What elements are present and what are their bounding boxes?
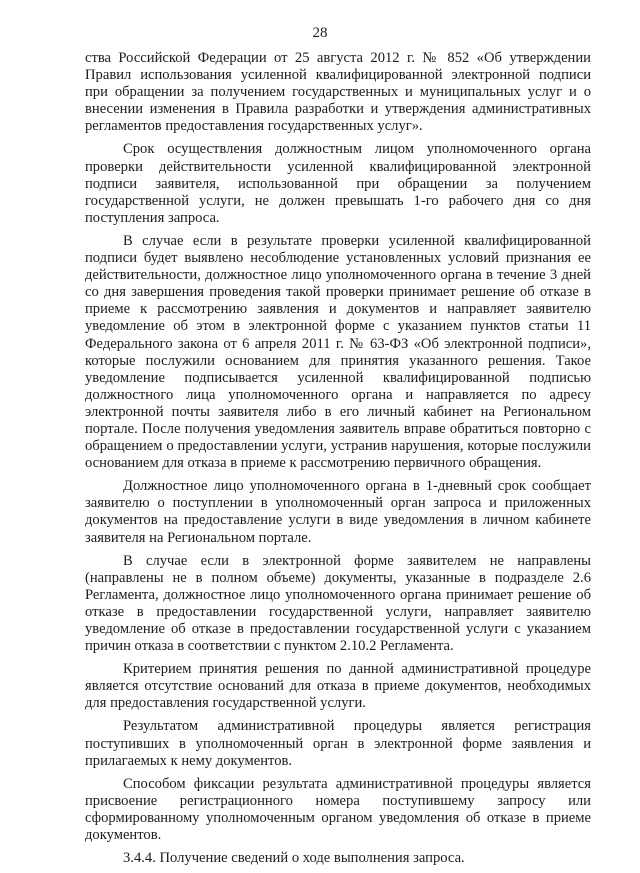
page-number: 28 bbox=[312, 25, 328, 41]
paragraph-notification: Должностное лицо уполномоченного органа в 1-дневный срок сообщает заявителю о поступлении в уполномоченный орган запроса и приложенных документов на предоставление услуги в виде уведомления в личном кабинете заявителя на Региональном портале. bbox=[85, 478, 591, 546]
paragraph-missing-documents: В случае если в электронной форме заявителем не направлены (направлены не в полном объеме) документы, указанные в подразделе 2.6 Регламента, должностное лицо уполномоченного органа принимает решение об отказе в предоставлении государственной услуги, направляет заявителю уведомление об отказе в предоставлении государственной услуги с указанием причин отказа в соответствии с пунктом 2.10.2 Регламента. bbox=[85, 552, 591, 655]
paragraph-decision-criterion: Критерием принятия решения по данной административной процедуре является отсутствие оснований для отказа в приеме документов, необходимых для предоставления государственной услуги. bbox=[85, 661, 591, 712]
paragraph-procedure-result: Результатом административной процедуры является регистрация поступивших в уполномоченный орган в электронной форме заявления и прилагаемых к нему документов. bbox=[85, 718, 591, 769]
paragraph-signature-invalid: В случае если в результате проверки усиленной квалифицированной подписи будет выявлено несоблюдение установленных условий признания ее действительности, должностное лицо уполномоченного органа в течение 3 дней со дня завершения проведения такой проверки принимает решение об отказе в приеме к рассмотрению заявления и документов и направляет заявителю уведомление об этом в электронной форме с указанием пунктов статьи 11 Федерального закона от 6 апреля 2011 г. № 63-ФЗ «Об электронной подписи», которые послужили основанием для принятия указанного решения. Такое уведомление подписывается усиленной квалифицированной подписью должностного лица уполномоченного органа и направляется по адресу электронной почты заявителя либо в его личный кабинет на Региональном портале. После получения уведомления заявитель вправе обратиться повторно с обращением о предоставлении услуги, устранив нарушения, которые послужили основанием для отказа в приеме к рассмотрению первичного обращения. bbox=[85, 232, 591, 472]
paragraph-result-recording: Способом фиксации результата административной процедуры является присвоение регистрационного номера поступившему запросу или сформированному уполномоченным органом уведомления об отказе в приеме документов. bbox=[85, 775, 591, 844]
paragraph-continuation: ства Российской Федерации от 25 августа 2012 г. № 852 «Об утверждении Правил использования усиленной квалифицированной электронной подписи при обращении за получением государственных и муниципальных услуг и о внесении изменения в Правила разработки и утверждения административных регламентов предоставления государственных услуг». bbox=[85, 50, 591, 135]
paragraph-signature-check-term: Срок осуществления должностным лицом уполномоченного органа проверки действительности усиленной квалифицированной электронной подписи заявителя, использованной при обращении за получением государственной услуги, не должен превышать 1-го рабочего дня со дня поступления запроса. bbox=[85, 141, 591, 226]
section-heading-3-4-4: 3.4.4. Получение сведений о ходе выполнения запроса. bbox=[123, 850, 465, 867]
document-body bbox=[85, 50, 591, 873]
